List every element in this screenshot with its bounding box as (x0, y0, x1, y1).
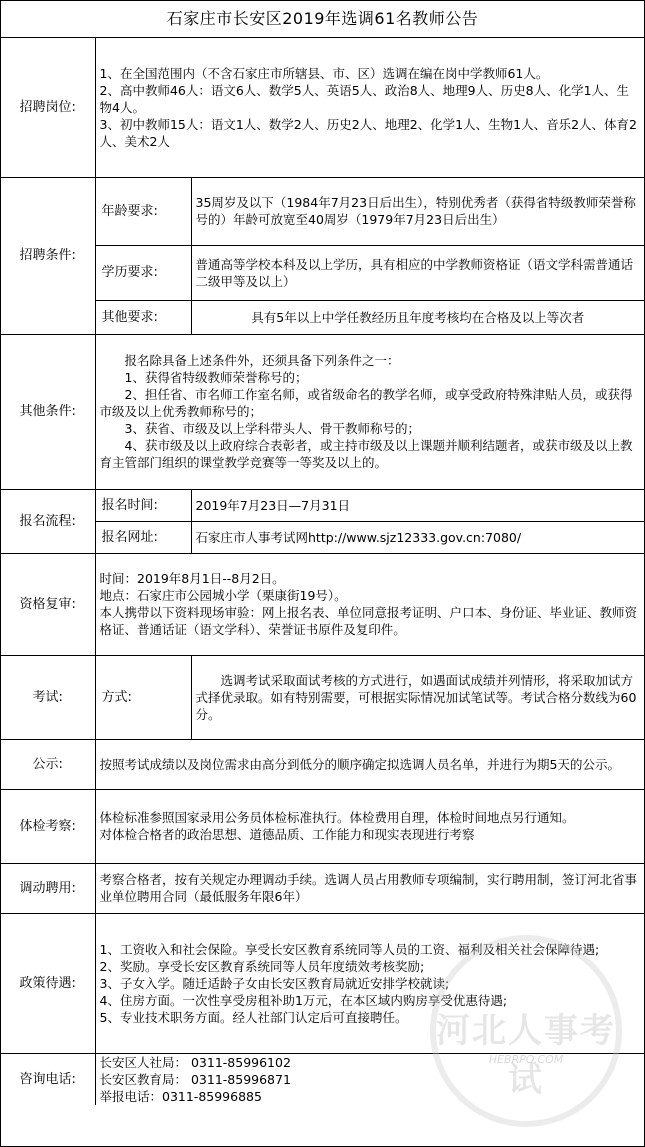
policy-line: 5、专业技术职务方面。经人社部门认定后可直接聘任。 (99, 1009, 408, 1025)
physical-content (95, 789, 644, 863)
positions-line: 2、高中教师46人：语文6人、数学5人、英语5人、政治8人、地理9人、历史8人、化学1人、生物4人。 (99, 82, 630, 115)
other-conditions-line: 1、获得省特级教师荣誉称号的； (124, 370, 308, 385)
watermark-text: 河北人事考试 (436, 1011, 616, 1100)
review-line: 地点：石家庄市公园城小学（栗康街19号）。 (99, 588, 347, 603)
document-title: 石家庄市长安区2019年选调61名教师公告 (1, 1, 644, 38)
registration-time-text: 2019年7月23日—7月31日 (191, 489, 644, 521)
row-publicity (1, 739, 644, 789)
exam-method-text: 选调考试采取面试考核的方式进行，如遇面试成绩并列情形，将采取加试方式择优录取。如有特别需要，可根据实际情况加试笔试等。考试合格分数线为60分。 (191, 655, 644, 739)
contact-line: 长安区人社局： 0311-85996102 (99, 1054, 291, 1070)
policy-content (95, 913, 644, 1053)
contact-label: 咨询电话: (1, 1053, 95, 1105)
transfer-text: 考察合格者，按有关规定办理调动手续。选调人员占用教师专项编制，实行聘用制，签订河北省事业单位聘用合同（最低服务年限6年） (95, 863, 644, 913)
row-registration-site (1, 521, 644, 553)
other-conditions-line: 报名除具备上述条件外，还须具备下列条件之一： (124, 353, 400, 368)
education-label: 学历要求: (95, 245, 191, 300)
age-text: 35周岁及以下（1984年7月23日后出生），特别优秀者（获得省特级教师荣誉称号的）年龄可放宽至40周岁（1979年7月23日后出生） (191, 177, 644, 245)
physical-label: 体检考察: (1, 789, 95, 863)
review-label: 资格复审: (1, 553, 95, 655)
row-exam (1, 655, 644, 739)
row-registration-time (1, 489, 644, 521)
other-requirements-text: 具有5年以上中学任教经历且年度考核均在合格及以上等次者 (191, 300, 644, 334)
education-text: 普通高等学校本科及以上学历，具有相应的中学教师资格证（语文学科需普通话二级甲等及以上） (191, 245, 644, 300)
positions-content (95, 38, 644, 177)
physical-line: 体检标准参照国家录用公务员体检标准执行。体检费用自理，体检时间地点另行通知。 (99, 810, 575, 825)
row-other-conditions (1, 334, 644, 489)
positions-label: 招聘岗位: (1, 38, 95, 177)
row-age (1, 177, 644, 245)
age-label: 年龄要求: (95, 177, 191, 245)
policy-line: 2、奖励。享受长安区教育系统同等人员年度绩效考核奖励; (99, 958, 425, 974)
contact-content (95, 1053, 644, 1105)
registration-site-link[interactable]: 石家庄市人事考试网http://www.sjz12333.gov.cn:7080/ (191, 521, 644, 553)
row-contact (1, 1053, 644, 1105)
other-conditions-line: 4、获市级及以上政府综合表彰者，或主持市级及以上课题并顺利结题者，或获市级及以上教育主管部门组织的课堂教学竞赛等一等奖及以上的。 (99, 438, 633, 470)
other-conditions-line: 2、担任省、市名师工作室名师，或省级命名的教学名师，或享受政府特殊津贴人员，或获得市级及以上优秀教师称号的； (99, 387, 633, 419)
contact-line: 长安区教育局： 0311-85996871 (99, 1071, 291, 1087)
policy-line: 3、子女入学。随迁适龄子女由长安区教育局就近安排学校就读; (99, 975, 450, 991)
registration-site-label: 报名网址: (95, 521, 191, 553)
row-positions (1, 38, 644, 177)
watermark-subtext: HEBRPO.COM (488, 1053, 564, 1066)
positions-line: 3、初中教师15人：语文1人、数学2人、历史2人、地理2、化学1人、生物1人、音乐2人、体育2人、美术2人 (99, 116, 637, 149)
row-physical (1, 789, 644, 863)
other-conditions-content (95, 334, 644, 489)
review-content (95, 553, 644, 655)
registration-time-label: 报名时间: (95, 489, 191, 521)
process-label: 报名流程: (1, 489, 95, 553)
contact-line: 举报电话：0311-85996885 (99, 1088, 262, 1104)
other-requirements-label: 其他要求: (95, 300, 191, 334)
policy-line: 4、住房方面。一次性享受房租补助1万元，在本区域内购房享受优惠待遇; (99, 992, 508, 1008)
row-review (1, 553, 644, 655)
exam-method-label: 方式: (95, 655, 191, 739)
conditions-label: 招聘条件: (1, 177, 95, 334)
review-line: 本人携带以下资料现场审验：网上报名表、单位同意报考证明、户口本、身份证、毕业证、教师资格证、普通话证（语文学科）、荣誉证书原件及复印件。 (99, 605, 638, 637)
row-policy (1, 913, 644, 1053)
row-other-requirements (1, 300, 644, 334)
policy-label: 政策待遇: (1, 913, 95, 1053)
publicity-label: 公示: (1, 739, 95, 789)
row-transfer (1, 863, 644, 913)
other-conditions-label: 其他条件: (1, 334, 95, 489)
row-education (1, 245, 644, 300)
positions-line: 1、在全国范围内（不含石家庄市所辖县、市、区）选调在编在岗中学教师61人。 (99, 65, 549, 81)
transfer-label: 调动聘用: (1, 863, 95, 913)
physical-line: 对体检合格者的政治思想、道德品质、工作能力和现实表现进行考察 (99, 827, 475, 842)
policy-line: 1、工资收入和社会保险。享受长安区教育系统同等人员的工资、福利及相关社会保障待遇; (99, 941, 600, 957)
exam-label: 考试: (1, 655, 95, 739)
other-conditions-line: 3、获省、市级及以上学科带头人、骨干教师称号的； (124, 421, 420, 436)
announcement-table (1, 38, 644, 1105)
review-line: 时间：2019年8月1日--8月2日。 (99, 571, 285, 586)
publicity-text: 按照考试成绩以及岗位需求由高分到低分的顺序确定拟选调人员名单，并进行为期5天的公示。 (95, 739, 644, 789)
